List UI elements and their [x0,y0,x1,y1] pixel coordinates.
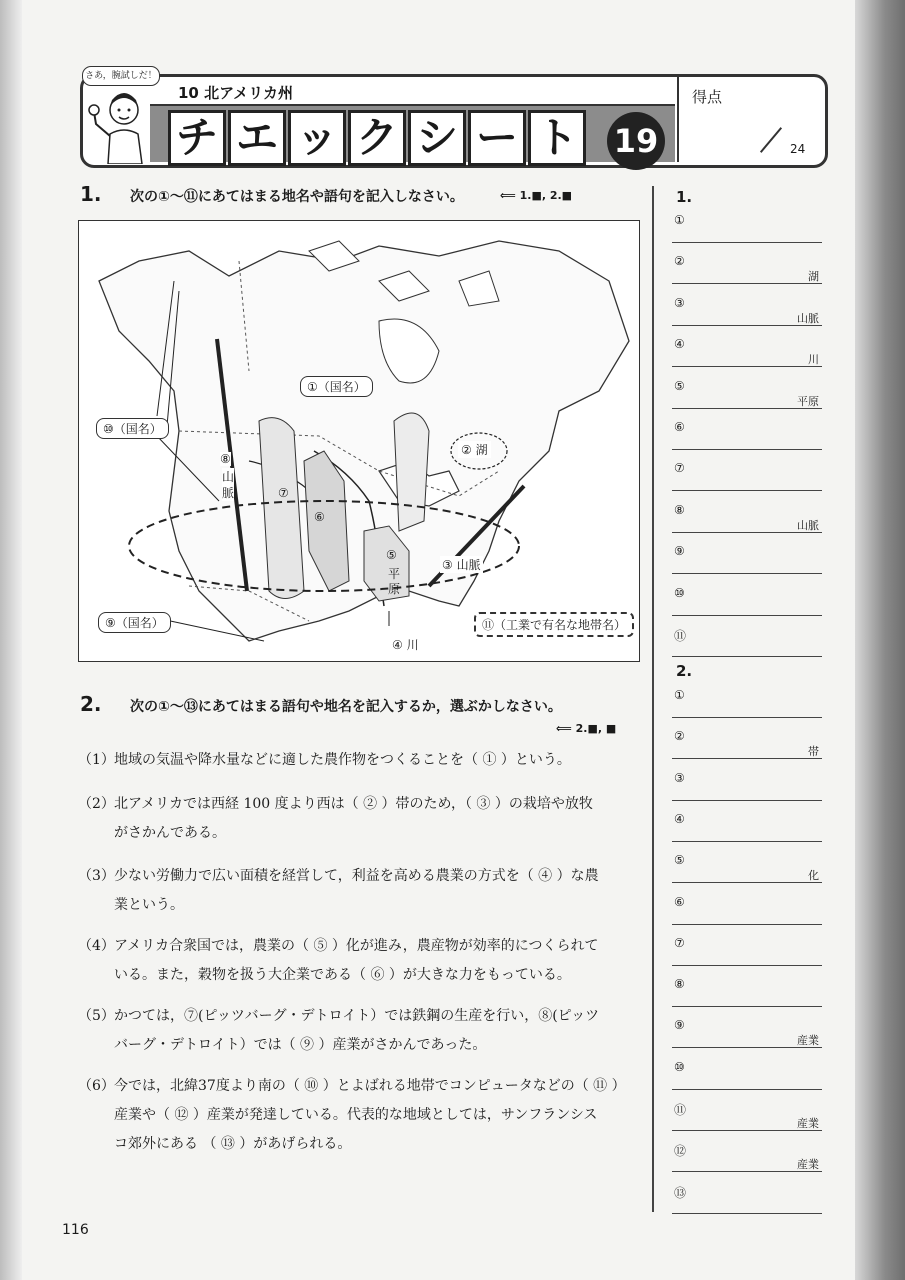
answer-suffix: 産業 [797,1034,819,1048]
answer-suffix: 産業 [797,1158,819,1172]
answer-blank[interactable] [672,1089,822,1090]
speech-bubble: さあ，腕試しだ！ [82,66,160,86]
reference-arrow-icon: ⟸ [556,722,576,735]
map-label-mountains-8-char1: 山 [222,470,235,484]
answer-suffix: 山脈 [797,311,819,325]
map-label-region-7: ⑦ [278,486,289,500]
answer-blank[interactable] [672,717,822,718]
answer-number: ④ [674,811,685,826]
sheet-number-badge: 19 [607,112,665,170]
answer-number: ③ [674,770,685,785]
section1-number: 1. [80,182,102,206]
answer-number: ① [674,688,685,702]
answer-suffix: 平原 [797,394,819,408]
map-label-belt-11: ⑪（工業で有名な地帯名） [474,612,634,637]
question-line: がさかんである。 [114,825,226,841]
answer-number: ⑥ [674,420,685,434]
answer-blank[interactable] [672,1213,822,1214]
answer-blank[interactable] [672,800,822,801]
answer-number: ② [674,254,685,269]
question-line: 産業や（ ⑫ ）産業が発達している。代表的な地域としては，サンフランシス [114,1107,598,1123]
answer-suffix: 湖 [808,270,819,284]
question-line: 今では，北緯37度より南の（ ⑩ ）とよばれる地帯でコンピュータなどの（ ⑪ ） [114,1078,626,1094]
answer-number: ⑧ [674,502,685,517]
title-char: ッ [288,110,346,166]
title-char: ー [468,110,526,166]
question-line: 業という。 [114,897,184,913]
answer-section1-heading: 1. [676,188,693,206]
question-number: （5） [78,1008,115,1024]
map-label-mountains-8: ⑧ [220,452,231,466]
section2-reference: ⟸ 2.■, ■ [556,722,617,735]
question-line: コ郊外にある （ ⑬ ）があげられる。 [114,1136,352,1152]
map-label-region-6: ⑥ [314,510,325,524]
question-3 [78,862,644,920]
answer-number: ⑫ [674,1144,687,1159]
answer-number: ⑦ [674,461,685,476]
answer-number: ⑩ [674,1059,685,1074]
answer-blank[interactable] [672,242,822,243]
question-line: アメリカ合衆国では，農業の（ ⑤ ）化が進み，農産物が効率的につくられて [114,938,599,954]
section1-reference: ⟸ 1.■, 2.■ [500,189,573,202]
answer-suffix: 山脈 [797,518,819,532]
question-2 [78,790,644,848]
answer-suffix: 川 [808,353,819,367]
answer-number: ⑧ [674,977,685,992]
book-spine [855,0,905,1280]
map-label-plain-5-char2: 原 [388,582,401,596]
section1-instruction: 次の①〜⑪にあてはまる地名や語句を記入しなさい。 [130,189,464,205]
north-america-map [78,220,640,662]
question-1 [78,746,644,775]
title-char: エ [228,110,286,166]
answer-blank[interactable] [672,283,822,284]
answer-number: ③ [674,295,685,310]
answer-number: ⑤ [674,378,685,393]
question-number: （6） [78,1078,115,1094]
score-label: 得点 [692,88,723,106]
map-label-lake-2: ② 湖 [458,441,491,458]
section2-number: 2. [80,692,102,716]
answer-number: ⑩ [674,585,685,600]
answer-blank[interactable] [672,965,822,966]
reference-arrow-icon: ⟸ [500,189,520,202]
section2-instruction: 次の①〜⑬にあてはまる語句や地名を記入するか，選ぶかしなさい。 [130,699,562,715]
map-label-country-1: ①（国名） [300,376,373,397]
answer-blank[interactable] [672,490,822,491]
answer-suffix: 帯 [808,745,819,759]
answer-blank[interactable] [672,366,822,367]
map-label-plain-5: ⑤ [386,548,397,562]
title-char: ク [348,110,406,166]
answer-number: ⑪ [674,629,687,643]
answer-number: ⑤ [674,853,685,868]
map-label-mountains-8-char2: 脈 [222,486,235,500]
answer-suffix: 化 [808,869,819,883]
answer-number: ⑨ [674,1018,685,1033]
answer-number: ⑪ [674,1103,687,1117]
answer-blank[interactable] [672,656,822,657]
region-corn [394,413,429,531]
answer-number: ② [674,729,685,744]
answer-number: ④ [674,337,685,352]
question-4 [78,932,644,990]
answer-number: ⑬ [674,1185,687,1200]
map-label-mountains-3: ③ 山脈 [442,558,481,572]
answer-blank[interactable] [672,882,822,883]
question-line: いる。また，穀物を扱う大企業である（ ⑥ ）が大きな力をもっている。 [114,967,571,983]
answer-blank[interactable] [672,449,822,450]
answer-number: ① [674,213,685,227]
question-5 [78,1002,644,1060]
answer-number: ⑨ [674,544,685,559]
score-total: 24 [790,142,806,156]
title-char: チ [168,110,226,166]
question-line: バーグ・デトロイト）では（ ⑨ ）産業がさかんであった。 [114,1037,487,1053]
answer-number: ⑦ [674,935,685,950]
answer-blank[interactable] [672,841,822,842]
question-number: （4） [78,938,115,954]
question-6 [78,1072,644,1159]
question-number: （1） [78,752,115,768]
question-line: 少ない労働力で広い面積を経営して，利益を高める農業の方式を（ ④ ）な農 [114,868,599,884]
answer-blank[interactable] [672,615,822,616]
map-label-plain-5-char1: 平 [388,567,401,581]
page-number: 116 [62,1222,89,1238]
answer-blank[interactable] [672,758,822,759]
map-label-country-9: ⑨（国名） [98,612,171,633]
score-divider [677,76,679,162]
question-line: 北アメリカでは西経 100 度より西は（ ② ）帯のため，（ ③ ）の栽培や放牧 [114,796,593,812]
question-line: かつては，⑦(ピッツバーグ・デトロイト）では鉄鋼の生産を行い，⑧(ピッツ [114,1008,600,1024]
question-number: （2） [78,796,115,812]
page-left-edge [0,0,22,1280]
question-line: 地域の気温や降水量などに適した農作物をつくることを（ ① ）という。 [114,752,571,768]
answer-section2-heading: 2. [676,662,693,680]
title-char: ト [528,110,586,166]
answer-blank[interactable] [672,573,822,574]
answer-number: ⑥ [674,894,685,909]
map-label-country-10: ⑩（国名） [96,418,169,439]
chapter-title: 10 北アメリカ州 [178,84,294,102]
map-label-river-4: ④ 川 [392,638,419,652]
answer-suffix: 産業 [797,1117,819,1130]
question-number: （3） [78,868,115,884]
title-char: シ [408,110,466,166]
answer-blank[interactable] [672,1006,822,1007]
answer-blank[interactable] [672,924,822,925]
answer-column-divider [652,186,654,1212]
